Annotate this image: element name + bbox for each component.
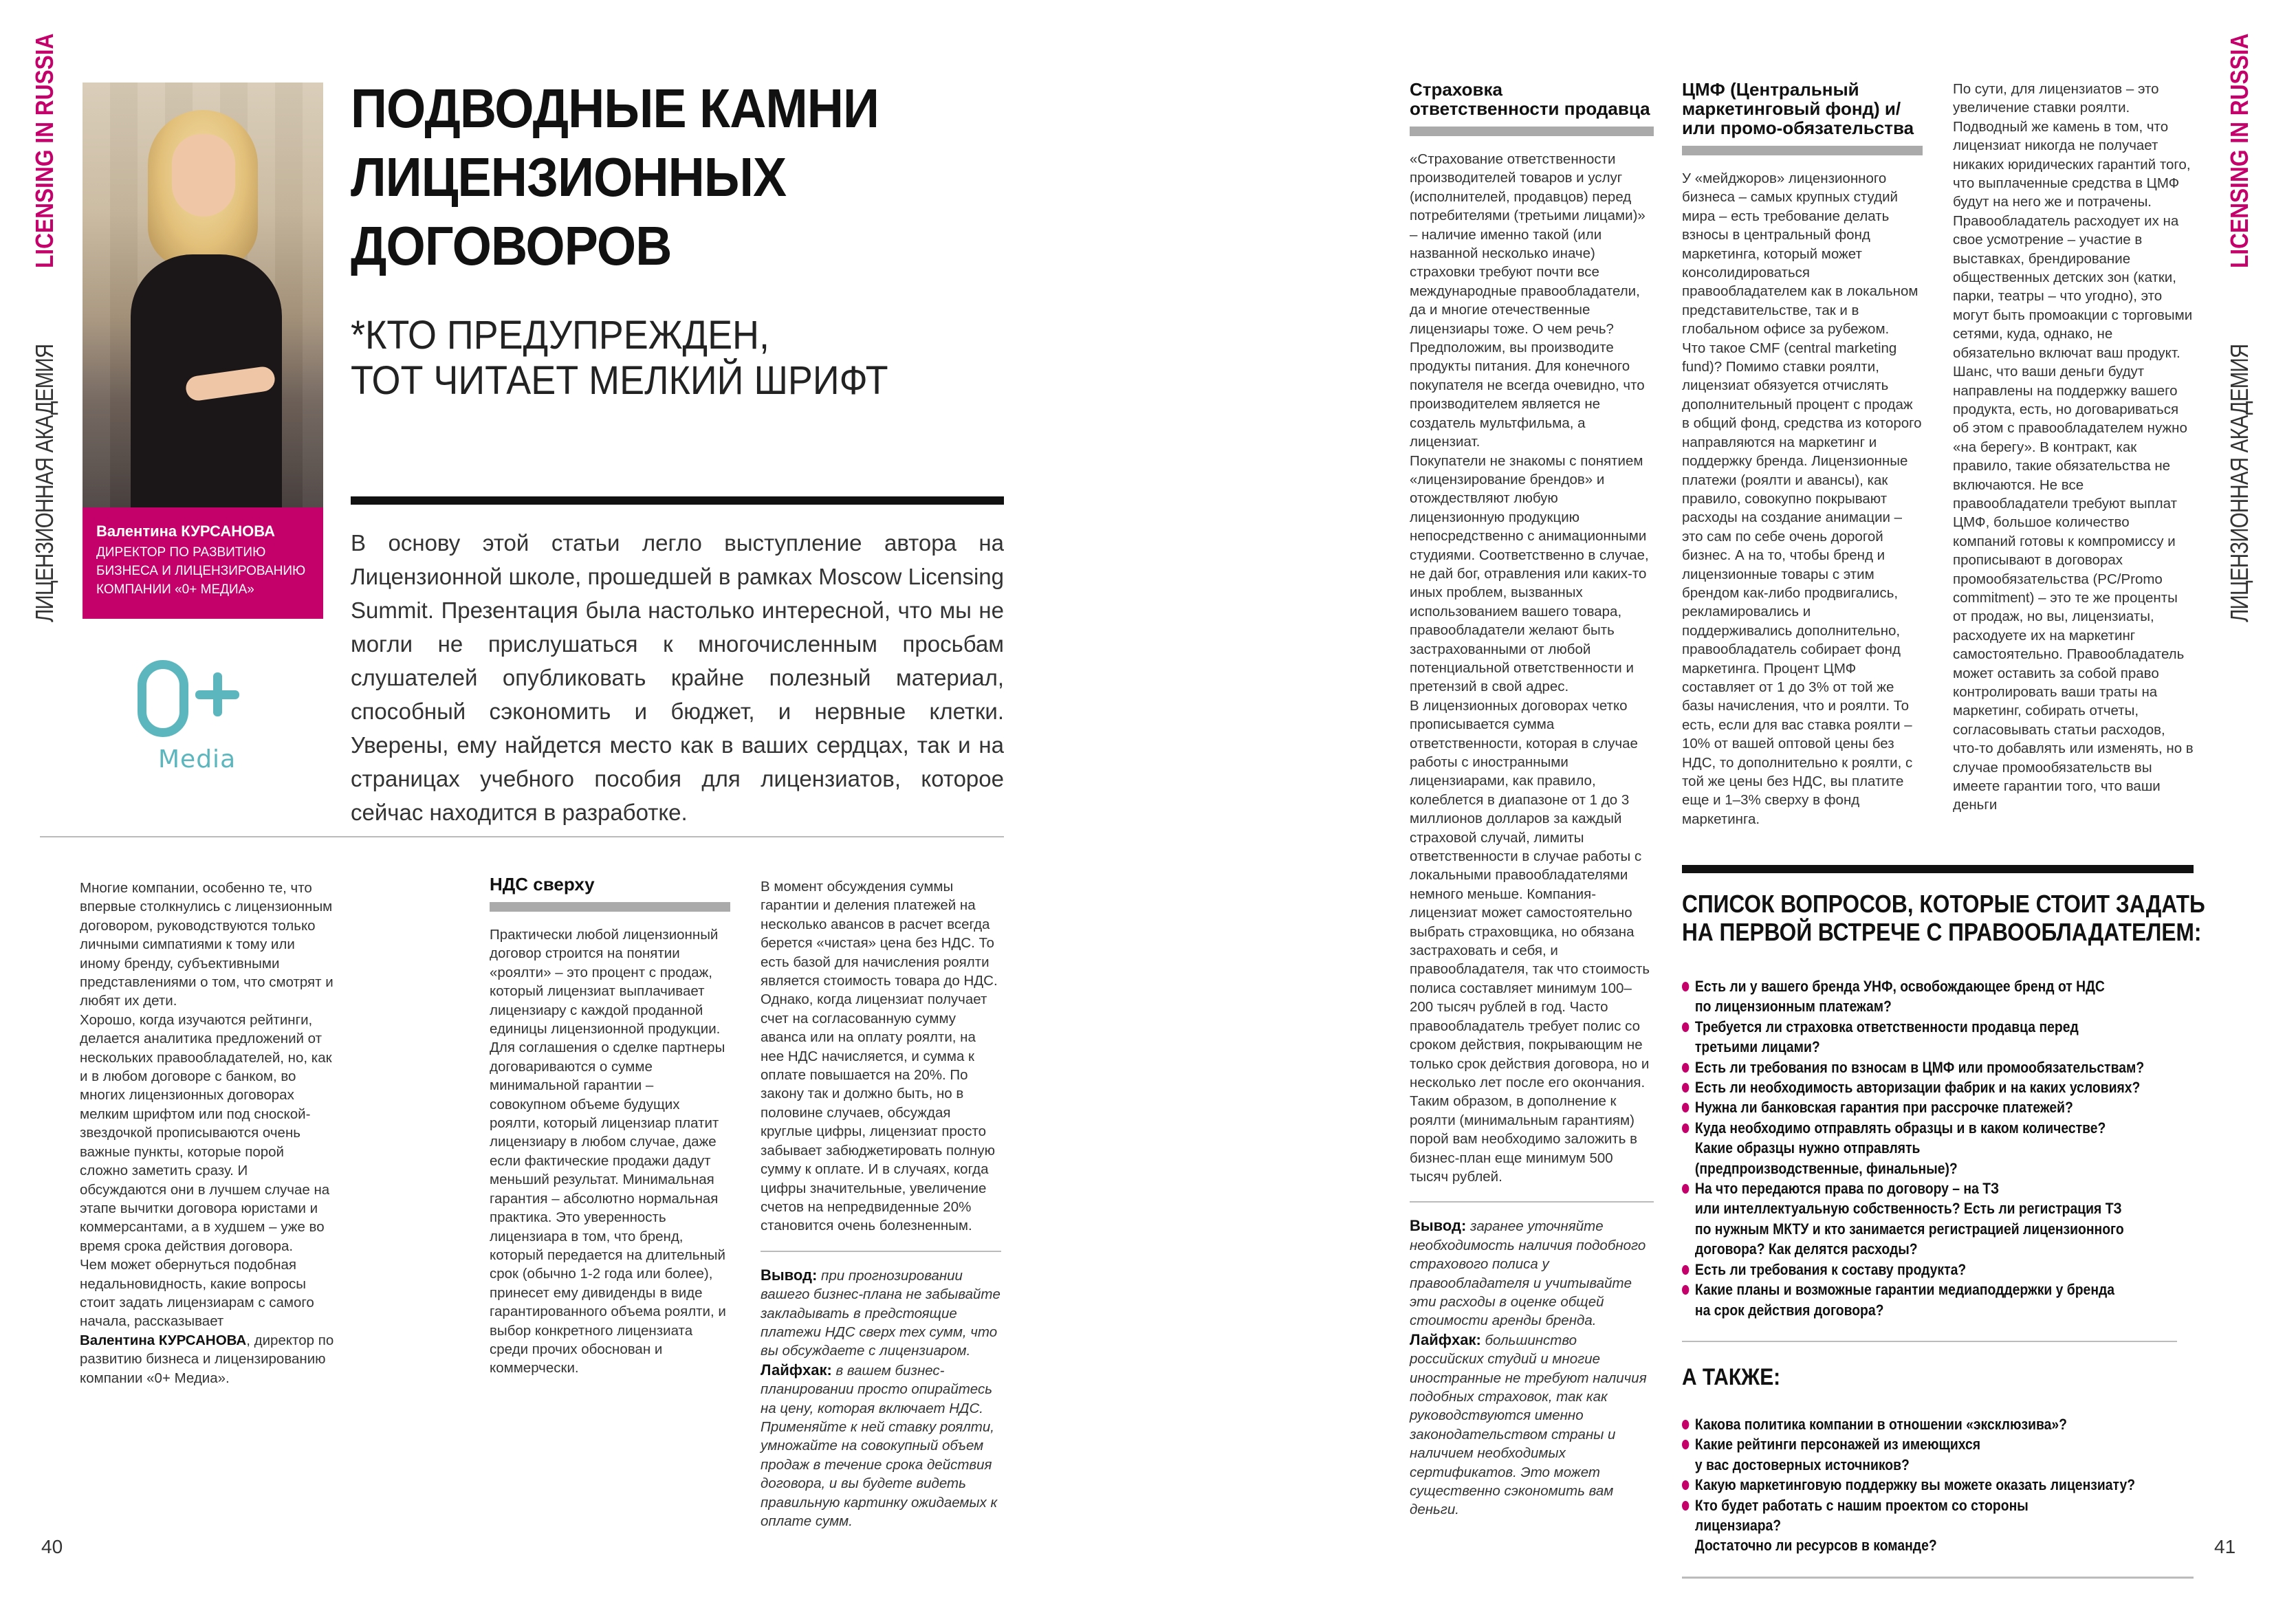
bullet-icon <box>1682 1440 1689 1449</box>
question-item <box>1682 1178 2122 1260</box>
bullet-icon <box>1682 1285 1689 1295</box>
question-item <box>1682 1017 2122 1057</box>
article-subtitle <box>351 313 928 404</box>
author-role-line: КОМПАНИИ «0+ МЕДИА» <box>96 582 254 597</box>
question-line: или интеллектуальную собственность? Есть ли регистрация ТЗ <box>1694 1200 2122 1218</box>
question-item <box>1682 1057 2145 1077</box>
insurance-paragraph: Покупатели не знакомы с понятием «лицензирование брендов» и отождествляют любую лицензионную продукцию непосредственно с анимационными студиями. Соответственно в случае, не дай бог, отравления или каких-то иных проблем, вызванных использованием вашего товара, правообладатели желают быть застрахованными от любой потенциальной ответственности и претензий в свой адрес. <box>1410 452 1649 695</box>
question-line: Куда необходимо отправлять образцы и в каком количестве? <box>1694 1119 2106 1137</box>
headline-divider <box>351 496 1004 505</box>
media-logo <box>131 660 268 791</box>
author-role-line: ДИРЕКТОР ПО РАЗВИТИЮ <box>96 545 266 560</box>
bullet-icon <box>1682 1022 1689 1032</box>
page-number-right: 41 <box>2214 1536 2236 1557</box>
bullet-icon <box>1682 1480 1689 1490</box>
question-line: третьими лицами? <box>1694 1038 1820 1056</box>
intro-paragraph: Хорошо, когда изучаются рейтинги, делается аналитика предложений от нескольких правообладателей, но, как и в любом договоре с банком, во многих лицензионных договорах мелким шрифтом или под сноской-звездочкой прописываются очень важные пункты, которые порой сложно заметить сразу. И обсуждаются они в лучшем случае на этапе вычитки договора юристами и коммерсантами, а в худшем – уже во время срока действия договора. <box>80 1011 332 1254</box>
question-line: Какова политика компании в отношении «эксклюзива»? <box>1694 1415 2067 1433</box>
question-item <box>1682 1118 2122 1178</box>
question-item <box>1682 1097 2122 1117</box>
article-title <box>351 74 925 281</box>
side-label-left <box>30 1 59 622</box>
side-label-bold: LICENSING IN RUSSIA <box>30 33 58 268</box>
question-line: Есть ли необходимость авторизации фабрик и на каких условиях? <box>1694 1079 2141 1097</box>
section-rule <box>1410 127 1654 136</box>
question-line: Требуется ли страховка ответственности продавца перед <box>1694 1018 2079 1035</box>
section-rule <box>490 902 730 912</box>
logo-zero-mark <box>138 660 188 737</box>
bullet-icon <box>1682 1123 1689 1133</box>
author-name: Валентина КУРСАНОВА <box>96 523 275 540</box>
insurance-section <box>1410 80 1654 1519</box>
cmf-paragraph: Правообладатель расходует их на свое усмотрение – участие в выставках, брендирование общественных детских зон (катки, парки, театры – что угодно), это могут быть промоакции с торговыми сетями, куда, однако, не обязательно включат ваш продукт. Шанс, что ваши деньги будут направлены на поддержку вашего продукта, есть, но договариваться об этом с правообладателем нужно «на берегу». В контракт, как правило, такие обязательства не включаются. Не все правообладатели требуют выплат ЦМФ, большое количество компаний готовы к компромиссу и прописывают в договорах промообязательства (PC/Promo commitment) – это те же проценты от продаж, но вы, лицензиаты, расходуете их на маркетинг самостоятельно. Правообладатель может оставить за собой право контролировать ваши траты на маркетинг, собирать отчеты, согласовывать статьи расходов, что-то добавлять или изменять, но в случае промообязательств вы имеете гарантии того, что ваши деньги <box>1953 212 2194 813</box>
question-item <box>1682 1495 2122 1556</box>
cmf-heading: ЦМФ (Центральный маркетинговый фонд) и/или промо-обязательства <box>1682 79 1914 138</box>
vat-verdict: Вывод: при прогнозировании вашего бизнес-плана не забывайте закладывать в предстоящие платежи НДС сверх тех сумм, что вы обсуждаете с лицензиаром. <box>761 1266 1001 1359</box>
vat-lifehack: Лайфхак: в вашем бизнес-планировании просто опирайтесь на цену, которая включает НДС. Применяйте к ней ставку роялти, умножайте на совокупный объем продаж в течение срока действия договора, и вы будете видеть правильную картинку ожидаемых к оплате сумм. <box>761 1361 998 1529</box>
bullet-icon <box>1682 1103 1689 1112</box>
bullet-icon <box>1682 1265 1689 1275</box>
questions-top-bar <box>1682 865 2194 873</box>
question-line: договора? Как делятся расходы? <box>1694 1240 1918 1258</box>
logo-word: Media <box>158 745 237 773</box>
question-item <box>1682 1434 2122 1475</box>
insurance-heading: Страховка ответственности продавца <box>1410 79 1650 119</box>
insurance-verdict: Вывод: заранее уточняйте необходимость наличия подобного страхового полиса у правообладателя и учитывайте эти расходы в оценке общей стоимости аренды бренда. <box>1410 1217 1646 1329</box>
title-line: ПОДВОДНЫЕ КАМНИ <box>351 78 879 139</box>
vat-section-cont <box>761 877 1001 1530</box>
question-line: На что передаются права по договору – на ТЗ <box>1694 1180 2000 1198</box>
question-line: Какие образцы нужно отправлять <box>1694 1139 1921 1157</box>
bullet-icon <box>1682 982 1689 991</box>
verdict-divider <box>761 1251 1001 1252</box>
bullet-icon <box>1682 1184 1689 1194</box>
subtitle-line: *КТО ПРЕДУПРЕЖДЕН, <box>351 313 769 358</box>
question-line: Какие рейтинги персонажей из имеющихся <box>1694 1436 1981 1453</box>
question-line: по лицензионным платежам? <box>1694 998 1892 1016</box>
cmf-paragraph: По сути, для лицензиатов – это увеличение ставки роялти. Подводный же камень в том, что лицензиат никогда не получает никаких юридических гарантий того, что выплаченные средства в ЦМФ будут на него же и потрачены. <box>1953 81 2191 210</box>
questions-title: СПИСОК ВОПРОСОВ, КОТОРЫЕ СТОИТ ЗАДАТЬ НА ПЕРВОЙ ВСТРЕЧЕ С ПРАВООБЛАДАТЕЛЕМ: <box>1682 890 2205 946</box>
questions-divider <box>1682 1341 2177 1342</box>
author-photo <box>83 83 323 507</box>
intro-column <box>80 879 334 1387</box>
vat-section <box>490 875 730 1378</box>
subtitle-line: ТОТ ЧИТАЕТ МЕЛКИЙ ШРИФТ <box>351 358 888 403</box>
question-line: лицензиара? <box>1694 1516 1782 1534</box>
question-line: Есть ли требования по взносам в ЦМФ или промообязательствам? <box>1694 1058 2145 1076</box>
cmf-paragraph: Что такое CMF (central marketing fund)? Помимо ставки роялти, лицензиат обязуется отчислять дополнительный процент с продаж в общий фонд, средства из которого направляются на маркетинг и поддержку бренда. Лицензионные платежи (роялти и авансы), как правило, совокупно покрывают расходы на создание анимации – это сам по себе очень дорогой бизнес. А на то, чтобы бренд и лицензионные товары с этим брендом как-либо продвигались, рекламировались и поддерживались дополнительно, правообладатель собирает фонд маркетинга. Процент ЦМФ составляет от 1 до 3% от той же базы начисления, что и роялти. То есть, если для вас ставка роялти –10% от вашей оптовой цены без НДС, то дополнительно к роялти, с той же цены без НДС, вы платите еще и 1–3% сверху в фонд маркетинга. <box>1682 340 1922 827</box>
questions-list <box>1682 976 2194 1320</box>
question-line: Кто будет работать с нашим проектом со стороны <box>1694 1496 2029 1514</box>
side-label-right <box>2225 1 2254 622</box>
title-line: ЛИЦЕНЗИОННЫХ <box>351 146 787 208</box>
vat-paragraph: В момент обсуждения суммы гарантии и деления платежей на несколько авансов в расчет всегда берется «чистая» цена без НДС. То есть базой для начисления роялти является стоимость товара до НДС. Однако, когда лицензиат получает счет на согласованную сумму аванса или на оплату роялти, на нее НДС начисляется, и сумма к оплате повышается на 20%. По закону так и должно быть, но в половине случаев, обсуждая круглые цифры, лицензиат просто забывает забюджетировать полную сумму к оплате. И в случаях, когда цифры значительные, увеличение счетов на непредвиденные 20% становится очень болезненным. <box>761 879 998 1234</box>
side-label-thin: ЛИЦЕНЗИОННАЯ АКАДЕМИЯ <box>30 344 58 622</box>
question-line: у вас достоверных источников? <box>1694 1456 1910 1473</box>
question-item <box>1682 1077 2141 1097</box>
question-line: Какие планы и возможные гарантии медиаподдержки у бренда <box>1694 1281 2115 1299</box>
also-list <box>1682 1414 2194 1556</box>
question-item <box>1682 976 2122 1017</box>
bullet-icon <box>1682 1083 1689 1093</box>
question-line: (предпроизводственные, финальные)? <box>1694 1159 1958 1177</box>
question-line: Какую маркетинговую поддержку вы можете оказать лицензиату? <box>1694 1476 2136 1494</box>
bullet-icon <box>1682 1501 1689 1511</box>
author-caption <box>83 507 323 619</box>
vat-heading: НДС сверху <box>490 874 595 895</box>
cmf-section <box>1682 80 1923 829</box>
side-label-bold: LICENSING IN RUSSIA <box>2225 33 2253 268</box>
also-divider <box>1682 1577 2194 1579</box>
intro-paragraph: Многие компании, особенно те, что впервые столкнулись с лицензионным договором, руководствуются только личными симпатиями к тому или иному бренду, субъективными представлениями о том, что смотрят и любят их дети. <box>80 880 334 1009</box>
question-line: Достаточно ли ресурсов в команде? <box>1694 1537 1937 1555</box>
lead-paragraph: В основу этой статьи легло выступление автора на Лицензионной школе, прошедшей в рамках Moscow Licensing Summit. Презентация была настолько интересной, что мы не могли не прислушаться к многочисленным просьбам слушателей опубликовать крайне полезный материал, способный сэкономить и бюджет, и нервные клетки. Уверены, ему найдется место как в ваших сердцах, так и на страницах учебного пособия для лицензиатов, которое сейчас находится в разработке. <box>351 530 1004 825</box>
questions-box <box>1682 865 2205 1579</box>
title-line: ДОГОВОРОВ <box>351 215 672 276</box>
insurance-paragraph: «Страхование ответственности производителей товаров и услуг (исполнителей, продавцов) перед потребителями (третьими лицами)» – наличие именно такой (или названной несколько иначе) страховки требуют почти все международные правообладатели, да и многие отечественные лицензиары тоже. О чем речь? <box>1410 151 1646 337</box>
lead-divider <box>40 836 1004 837</box>
question-item <box>1682 1260 2122 1280</box>
author-name-inline: Валентина КУРСАНОВА <box>80 1332 247 1348</box>
question-line: на срок действия договора? <box>1694 1301 1884 1319</box>
insurance-lifehack: Лайфхак: большинство российских студий и многие иностранные не требуют наличия подобных страховок, так как руководствуются именно законодательством страны и наличием необходимых сертификатов. Это может существенно сэкономить вам деньги. <box>1410 1330 1647 1518</box>
question-line: Нужна ли банковская гарантия при рассрочке платежей? <box>1694 1099 2073 1117</box>
question-item <box>1682 1414 2122 1434</box>
question-line: по нужным МКТУ и кто занимается регистрацией лицензионного <box>1694 1220 2124 1238</box>
page-number-left: 40 <box>41 1536 63 1557</box>
section-rule <box>1682 146 1923 155</box>
verdict-divider <box>1410 1201 1654 1203</box>
side-label-thin: ЛИЦЕНЗИОННАЯ АКАДЕМИЯ <box>2225 344 2253 622</box>
question-line: Есть ли требования к составу продукта? <box>1694 1260 1967 1278</box>
insurance-paragraph: В лицензионных договорах четко прописывается сумма ответственности, которая в случае работы с иностранными лицензиарами, как правило, колеблется в диапазоне от 1 до 3 миллионов долларов за каждый страховой случай, лимиты ответственности в случае работы с локальными правообладателями немного меньше. Компания-лицензиат может самостоятельно выбрать страховщика, но обязана застраховать и себя, и правообладателя, так что стоимость полиса составляет минимум 100–200 тысяч рублей в год. Часто правообладатель требует полис со сроком действия, покрывающим не только срок действия договора, но и несколько лет после его окончания. Таким образом, в дополнение к роялти (минимальным гарантиям) порой вам необходимо заложить в бизнес-план еще минимум 500 тысяч рублей. <box>1410 697 1650 1185</box>
vat-paragraph: Практически любой лицензионный договор строится на понятии «роялти» – это процент с продаж, который лицензиат выплачивает лицензиару с каждой проданной единицы лицензионной продукции. Для соглашения о сделке партнеры договариваются о сумме минимальной гарантии – совокупном объеме будущих роялти, который лицензиар платит лицензиару в любом случае, даже если фактические продажи дадут меньший результат. Минимальная гарантия – абсолютно нормальная практика. Это уверенность лицензиара в том, что бренд, который передается на длительный срок (обычно 1-2 года или более), принесет ему дивиденды в виде гарантированного объема роялти, и выбор конкретного лицензиата среди прочих обоснован и коммерчески. <box>490 927 726 1376</box>
bullet-icon <box>1682 1063 1689 1073</box>
insurance-paragraph: Предположим, вы производите продукты питания. Для конечного покупателя не всегда очевидно, что производителем является не создатель мультфильма, а лицензиат. <box>1410 340 1645 450</box>
question-item <box>1682 1475 2136 1495</box>
question-line: Есть ли у вашего бренда УНФ, освобождающее бренд от НДС <box>1694 978 2105 995</box>
cmf-paragraph: У «мейджоров» лицензионного бизнеса – самых крупных студий мира – есть требование делать взносы в центральный фонд маркетинга, который может консолидироваться правообладателем как в локальном представительстве, так и в глобальном офисе за рубежом. <box>1682 171 1918 338</box>
bullet-icon <box>1682 1420 1689 1429</box>
author-role-line: БИЗНЕСА И ЛИЦЕНЗИРОВАНИЮ <box>96 564 306 578</box>
also-title: А ТАКЖЕ: <box>1682 1363 1781 1390</box>
question-item <box>1682 1280 2122 1320</box>
intro-paragraph: Чем может обернуться подобная недальновидность, какие вопросы стоит задать лицензиарам с самого начала, рассказывает Валентина КУРСАНОВА, директор по развитию бизнеса и лицензированию компании «0+ Медиа». <box>80 1257 334 1386</box>
cmf-section-cont <box>1953 80 2194 815</box>
